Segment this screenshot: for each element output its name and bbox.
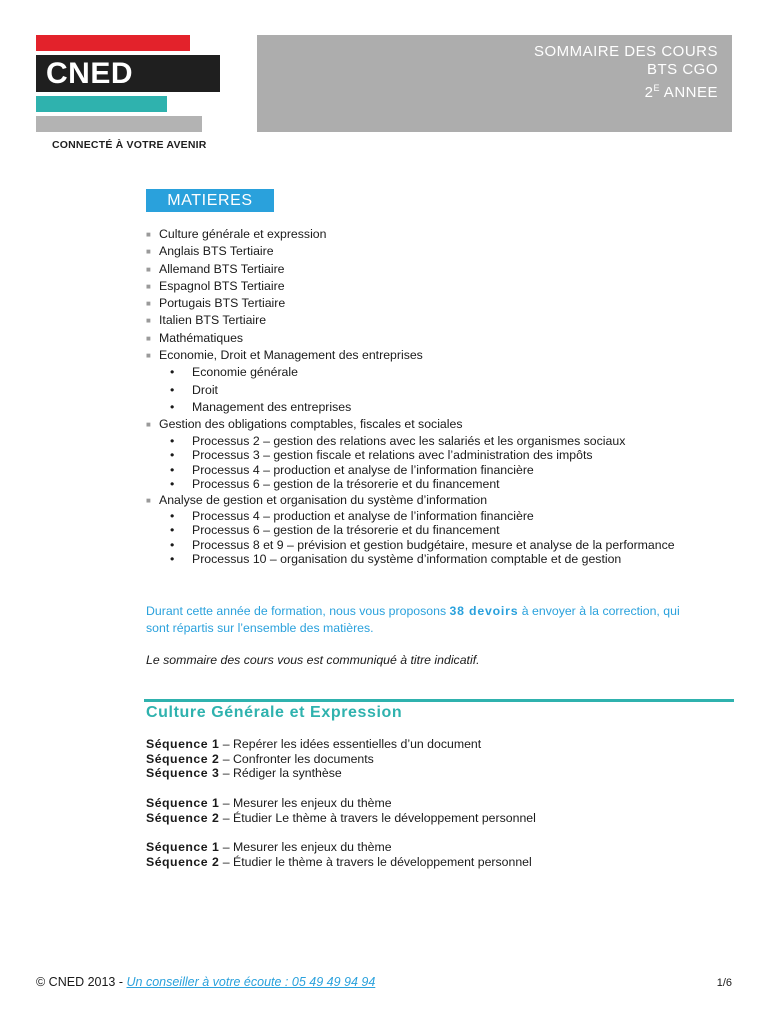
sub-list-item: • Processus 6 – gestion de la trésorerie et du financement [170,477,746,492]
sub-list [146,434,746,492]
list-item: ■ Economie, Droit et Management des entreprises • Economie générale • Droit • Management des entreprises [146,347,746,416]
footer-copyright: © CNED 2013 - [36,975,127,989]
sub-list-item: • Processus 6 – gestion de la trésorerie et du financement [170,523,746,538]
sequence-group-2 [146,796,536,825]
matieres-heading: MATIERES [146,189,274,212]
sub-list-item: • Processus 2 – gestion des relations avec les salariés et les organismes sociaux [170,434,746,449]
logo-red-bar [36,35,190,51]
sub-list-item: • Processus 3 – gestion fiscale et relations avec l’administration des impôts [170,448,746,463]
logo-gray-bar [36,116,202,132]
sequence-group-1 [146,737,481,781]
sequence-row: Séquence 2 – Étudier le thème à travers le développement personnel [146,854,532,869]
logo-tagline: CONNECTÉ À VOTRE AVENIR [52,139,207,151]
sub-list [146,509,746,567]
list-item: ■ Portugais BTS Tertiaire [146,295,746,312]
sub-list-item: • Processus 4 – production et analyse de l’information financière [170,463,746,478]
sequence-row: Séquence 2 – Étudier Le thème à travers le développement personnel [146,810,536,825]
matieres-list [146,226,746,567]
sub-list-item: • Processus 8 et 9 – prévision et gestion budgétaire, mesure et analyse de la performance [170,538,746,553]
sub-list-item: • Management des entreprises [170,399,746,416]
section-title-culture: Culture Générale et Expression [146,704,403,721]
devoirs-note: Durant cette année de formation, nous vous proposons 38 devoirs à envoyer à la correction, qui sont répartis sur l’ensemble des matières. [146,604,680,635]
devoirs-count: 38 devoirs [449,604,519,618]
sequence-row: Séquence 3 – Rédiger la synthèse [146,766,342,781]
list-item: ■ Mathématiques [146,330,746,347]
footer [36,975,375,989]
sequence-row: Séquence 2 – Confronter les documents [146,751,374,766]
header-line-3: $2^E$ ANNEE [644,83,718,101]
sequence-group-3 [146,840,532,869]
list-item: ■ Anglais BTS Tertiaire [146,243,746,260]
sub-list [146,364,746,416]
header-box [257,35,732,132]
advisor-phone-link[interactable]: Un conseiller à votre écoute : 05 49 49 94 94 [126,975,376,989]
list-item: ■ Culture générale et expression [146,226,746,243]
logo-teal-bar [36,96,167,112]
sub-list-item: • Droit [170,382,746,399]
list-item: ■ Gestion des obligations comptables, fiscales et sociales • Processus 2 – gestion des relations avec les salariés et les organismes sociaux • Processus 3 – gestion fiscale et relations avec l’administration des impôts • Processus 4 – production et analyse de l’information financière • Processus 6 – gestion de la trésorerie et du financement [146,416,746,491]
sequence-row: Séquence 1 – Repérer les idées essentielles d’un document [146,737,482,751]
section-divider [144,699,734,702]
sub-list-item: • Processus 4 – production et analyse de l’information financière [170,509,746,524]
logo-wordmark: CNED [36,55,220,92]
sequence-row: Séquence 1 – Mesurer les enjeux du thème [146,796,392,810]
header-title [534,43,718,102]
list-item: ■ Analyse de gestion et organisation du système d’information • Processus 4 – production et analyse de l’information financière • Processus 6 – gestion de la trésorerie et du financement • Processus 8 et 9 – prévision et gestion budgétaire, mesure et analyse de la performance • Processus 10 – organisation du système d’information comptable et de gestion [146,492,746,567]
list-item: ■ Espagnol BTS Tertiaire [146,278,746,295]
page-number: 1/6 [716,977,732,989]
header-line-2: BTS CGO [646,61,718,78]
sub-list-item: • Economie générale [170,364,746,381]
sequence-row: Séquence 1 – Mesurer les enjeux du thème [146,840,392,854]
list-item: ■ Italien BTS Tertiaire [146,312,746,329]
header-line-1: SOMMAIRE DES COURS [533,43,718,60]
indicative-note: Le sommaire des cours vous est communiqué à titre indicatif. [146,653,480,667]
list-item: ■ Allemand BTS Tertiaire [146,261,746,278]
sub-list-item: • Processus 10 – organisation du système d’information comptable et de gestion [170,552,746,567]
